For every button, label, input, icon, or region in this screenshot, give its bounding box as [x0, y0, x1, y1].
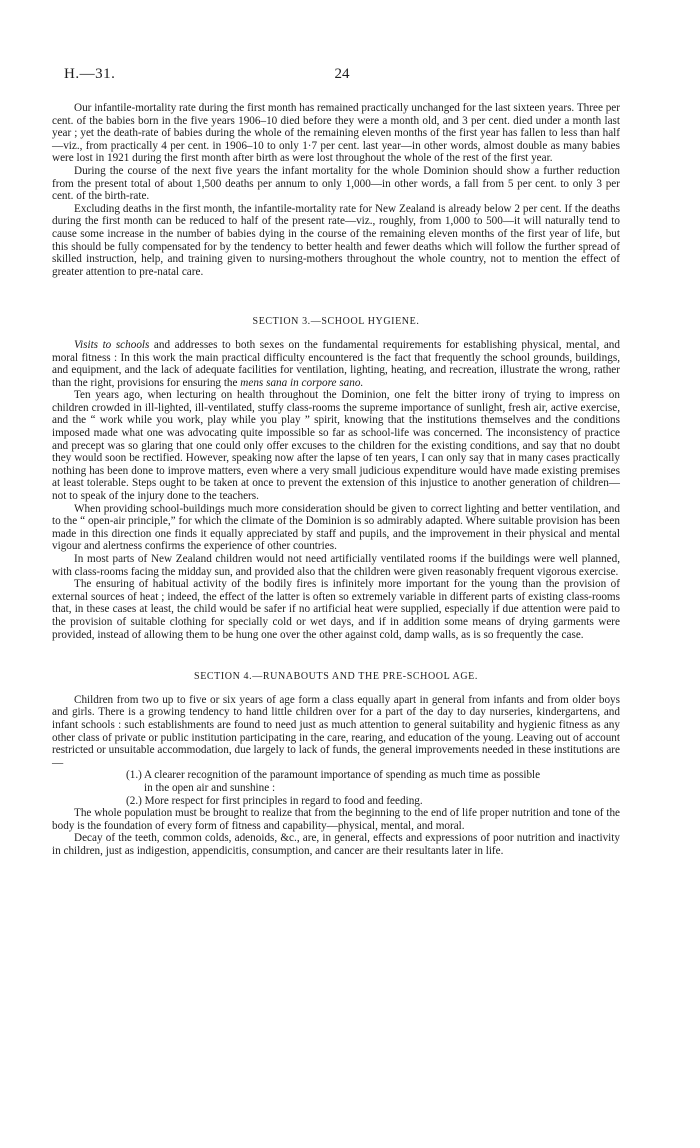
section-3-paragraph-1-body: and addresses to both sexes on the fundamental requirements for establishing physical, mental, and moral fitness : In this work the main practical difficulty encountered is the fact that frequently the school grounds, buildings, and equipment, and the lack of adequate facilities for ventilation, lighting, heating, and recreation, illustrate the wrong, rather than the right, provisions for ensuring the	[52, 338, 620, 389]
section-3-paragraph-3: When providing school-buildings much more consideration should be given to correct lighting and better ventilation, and to the “ open-air principle,” for which the climate of the Dominion is so admirably adapted. Where suitable provision has been made in this direction one finds it equally appreciated by staff and pupils, and the improvement in their physical and mental vigour and alertness confirms the experience of other countries.	[52, 502, 620, 553]
section-4-paragraph-1: Children from two up to five or six years of age form a class equally apart in general from infants and from older boys and girls. There is a growing tendency to hand little children over for a part of the day to day nurseries, kindergartens, and infant schools : such establishments are found to need just as much attention to general suitability and hygienic fitness as any other class of private or public institution participating in the care, rearing, and education of the young. Leaving out of account restricted or unsuitable accommodation, due largely to lack of funds, the general improvements needed in these institutions are—	[52, 693, 620, 769]
section-3-paragraph-2: Ten years ago, when lecturing on health throughout the Dominion, one felt the bitter irony of trying to impress on children crowded in ill-lighted, ill-ventilated, stuffy class-rooms the supreme importance of sunlight, fresh air, active exercise, and the “ work while you work, play while you play ” spirit, knowing that the institutions themselves and the conditions imposed made what one was advocating quite impossible so far as school-life was concerned. The inconsistency of practice and precept was so glaring that one could only offer excuses to the children for the existing conditions, and say that no doubt they would soon be rectified. However, speaking now after the lapse of ten years, I can only say that in many cases practically nothing has been done to improve matters, even where a very small judicious expenditure would have made existing premises at least tolerable. Steps ought to be taken at once to prevent the extension of this injustice to another generation of children—not to speak of the injury done to the teachers.	[52, 389, 620, 503]
section-3-paragraph-4: In most parts of New Zealand children would not need artificially ventilated rooms if the buildings were well planned, with class-rooms facing the midday sun, and provided also that the children were given reasonably frequent vigorous exercise.	[52, 553, 620, 578]
improvements-list	[52, 769, 620, 807]
page-header	[64, 66, 620, 88]
section-3-paragraph-5: The ensuring of habitual activity of the bodily fires is infinitely more important for the young than the provision of external sources of heat ; indeed, the effect of the latter is often so extremely variable in different parts of existing class-rooms that, in these cases at least, the child would be safer if no artificial heat were supplied, especially if due attention were paid to the provision of suitable clothing for specially cold or wet days, and if in addition some means of drying garments were provided, instead of allowing them to be hung one over the other against cold, damp walls, as is so frequently the case.	[52, 578, 620, 641]
page-number: 24	[334, 66, 350, 82]
section-3-paragraph-1	[52, 339, 620, 389]
report-reference: H.—31.	[64, 66, 116, 82]
section-3-heading: SECTION 3.—SCHOOL HYGIENE.	[252, 316, 420, 328]
page-body	[52, 102, 620, 857]
section-4-paragraph-2: The whole population must be brought to realize that from the beginning to the end of life proper nutrition and tone of the body is the foundation of every form of fitness and capability—physical, mental, and moral.	[52, 807, 620, 832]
list-item	[126, 795, 620, 808]
intro-paragraph-2: During the course of the next five years the infant mortality for the whole Dominion should show a further reduction from the present total of about 1,500 deaths per annum to only 1,000—in other words, a fall from 5 per cent. to only 3 per cent. of the birth-rate.	[52, 164, 620, 203]
list-item	[126, 769, 620, 794]
list-item-text: (1.) A clearer recognition of the paramount importance of spending as much time as possible	[126, 769, 541, 782]
latin-phrase: mens sana in corpore sano.	[240, 376, 364, 389]
intro-paragraph-3: Excluding deaths in the first month, the infantile-mortality rate for New Zealand is already below 2 per cent. If the deaths during the first month can be reduced to half of the present rate—viz., roughly, from 1,000 to 500—it will naturally tend to cause some increase in the number of babies dying in the course of the remaining eleven months of the first year of life, but this should be fully compensated for by the tendency to better health and fewer deaths which will follow the further spread of skilled instruction, help, and training given to nursing-mothers throughout the whole country, not to mention the effect of greater attention to pre-natal care.	[52, 202, 620, 278]
section-3-lead-phrase: Visits to schools	[74, 338, 150, 351]
section-4-heading: SECTION 4.—RUNABOUTS AND THE PRE-SCHOOL AGE.	[194, 671, 478, 683]
list-item-continuation: in the open air and sunshine :	[144, 781, 276, 794]
intro-paragraph-1: Our infantile-mortality rate during the first month has remained practically unchanged for the last sixteen years. Three per cent. of the babies born in the five years 1906–10 died before they were a month old, and 3 per cent. died under a month last year ; yet the death-rate of babies during the whole of the remaining eleven months of the first year has fallen to less than half—viz., from practically 4 per cent. in 1906–10 to only 1·7 per cent. last year—in other words, almost double as many babies were lost in 1921 during the first month after birth as were lost throughout the whole of the rest of the first year.	[52, 102, 620, 165]
section-4-paragraph-3: Decay of the teeth, common colds, adenoids, &c., are, in general, effects and expressions of poor nutrition and inactivity in children, just as indigestion, appendicitis, consumption, and cancer are their resultants later in life.	[52, 832, 620, 857]
list-item-text: (2.) More respect for first principles in regard to food and feeding.	[126, 794, 423, 807]
